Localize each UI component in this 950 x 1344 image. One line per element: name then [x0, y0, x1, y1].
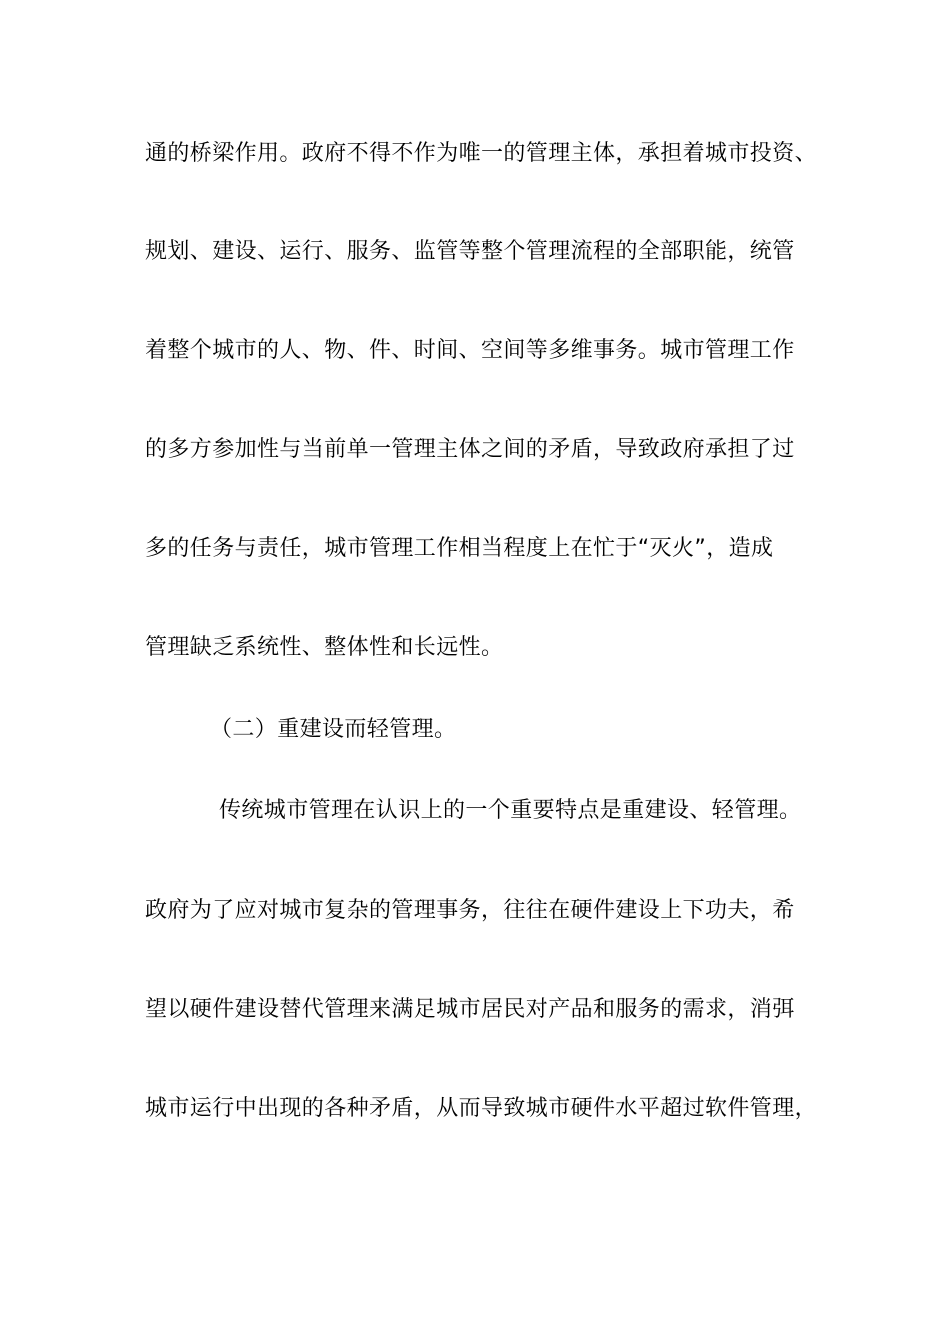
paragraph-1-line-5: 多的任务与责任，城市管理工作相当程度上在忙于“灭火”，造成	[145, 536, 774, 561]
section-heading: （二）重建设而轻管理。	[210, 717, 457, 742]
paragraph-2-line-4: 城市运行中出现的各种矛盾，从而导致城市硬件水平超过软件管理，	[145, 1096, 818, 1121]
paragraph-2-line-3: 望以硬件建设替代管理来满足城市居民对产品和服务的需求，消弭	[145, 997, 795, 1022]
paragraph-2-line-2: 政府为了应对城市复杂的管理事务，往往在硬件建设上下功夫，希	[145, 898, 795, 923]
paragraph-1-line-3: 着整个城市的人、物、件、时间、空间等多维事务。城市管理工作	[145, 338, 795, 363]
paragraph-1-line-1: 通的桥梁作用。政府不得不作为唯一的管理主体，承担着城市投资、	[145, 141, 818, 166]
paragraph-1-line-6: 管理缺乏系统性、整体性和长远性。	[145, 635, 504, 660]
paragraph-1-line-4: 的多方参加性与当前单一管理主体之间的矛盾，导致政府承担了过	[145, 437, 795, 462]
paragraph-2-line-1: 传统城市管理在认识上的一个重要特点是重建设、轻管理。	[219, 798, 802, 823]
paragraph-1-line-2: 规划、建设、运行、服务、监管等整个管理流程的全部职能，统管	[145, 239, 795, 264]
